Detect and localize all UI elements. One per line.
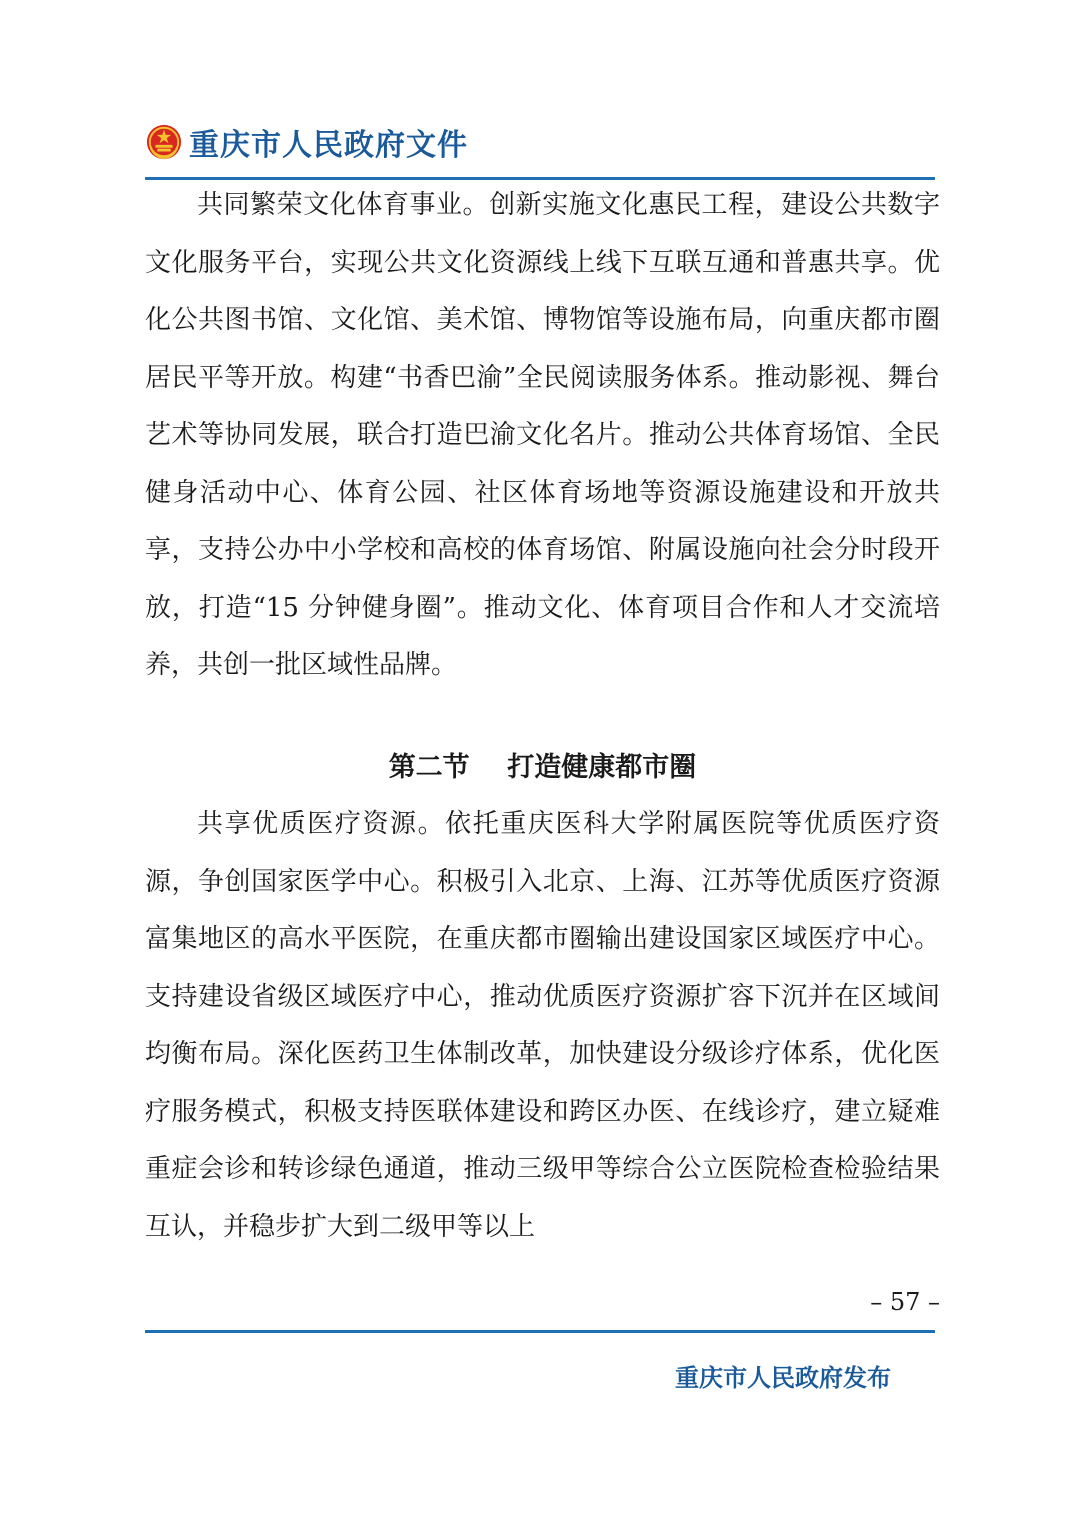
footer-publisher: 重庆市人民政府发布 (675, 1364, 891, 1392)
page-number: – 57 – (870, 1288, 940, 1316)
section-heading: 第二节 打造健康都市圈 (388, 752, 697, 783)
paragraph-medical-resources: 共享优质医疗资源。依托重庆医科大学附属医院等优质医疗资源，争创国家医学中心。积极引入北京、上海、江苏等优质医疗资源富集地区的高水平医院，在重庆都市圈输出建设国家区域医疗中心。支持建设省级区域医疗中心，推动优质医疗资源扩容下沉并在区域间均衡布局。深化医药卫生体制改革，加快建设分级诊疗体系，优化医疗服务模式，积极支持医联体建设和跨区办医、在线诊疗，建立疑难重症会诊和转诊绿色通道，推动三级甲等综合公立医院检查检验结果互认，并稳步扩大到二级甲等以上 (145, 809, 940, 1242)
header-title: 重庆市人民政府文件 (189, 128, 468, 163)
national-emblem-icon (145, 123, 183, 161)
paragraph-culture-sports: 共同繁荣文化体育事业。创新实施文化惠民工程，建设公共数字文化服务平台，实现公共文化资源线上线下互联互通和普惠共享。优化公共图书馆、文化馆、美术馆、博物馆等设施布局，向重庆都市圈居民平等开放。构建“书香巴渝”全民阅读服务体系。推动影视、舞台艺术等协同发展，联合打造巴渝文化名片。推动公共体育场馆、全民健身活动中心、体育公园、社区体育场地等资源设施建设和开放共享，支持公办中小学校和高校的体育场馆、附属设施向社会分时段开放，打造“15 分钟健身圈”。推动文化、体育项目合作和人才交流培养，共创一批区域性品牌。 (145, 190, 940, 680)
footer-divider (145, 1330, 935, 1333)
document-header (145, 118, 468, 166)
